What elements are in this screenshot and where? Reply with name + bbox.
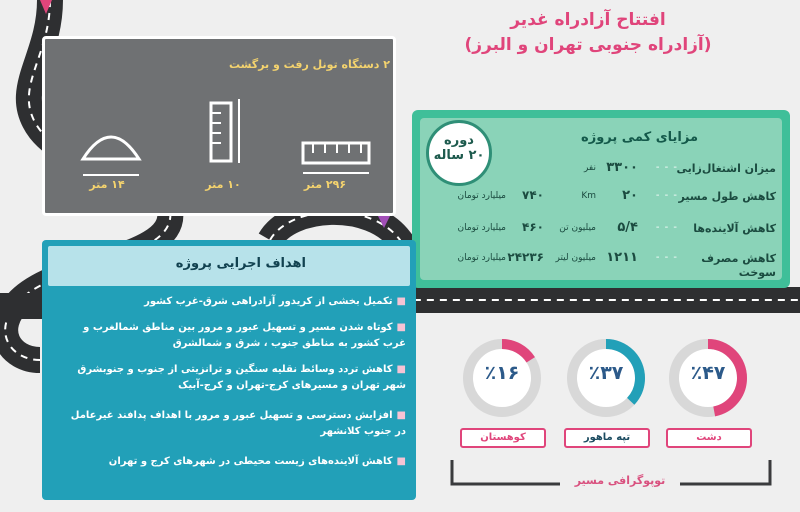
donut-chart bbox=[562, 334, 650, 422]
benefits-inner bbox=[420, 118, 782, 280]
topography-item bbox=[664, 334, 754, 443]
goal-item bbox=[66, 362, 406, 393]
benefit-cost-unit: میلیارد تومان bbox=[457, 223, 506, 233]
page-title bbox=[438, 8, 738, 57]
tunnel-title: ۲ دستگاه تونل رفت و برگشت bbox=[228, 58, 390, 71]
goal-text: کاهش آلاینده‌های زیست محیطی در شهرهای کرج و تهران bbox=[108, 456, 393, 467]
donut-percent-label: ٪۱۶ bbox=[484, 362, 520, 384]
bullet-icon: ■ bbox=[396, 456, 406, 467]
benefit-row bbox=[422, 218, 776, 246]
goals-header bbox=[48, 246, 410, 286]
benefit-unit: میلیون لیتر bbox=[555, 253, 596, 263]
benefit-cost-unit: میلیارد تومان bbox=[457, 191, 506, 201]
donut-percent-label: ٪۳۷ bbox=[588, 362, 624, 384]
benefit-unit: Km bbox=[581, 191, 596, 201]
goal-item bbox=[66, 320, 406, 351]
goal-item bbox=[66, 294, 406, 310]
topography-title: توپوگرافی مسیر bbox=[560, 474, 680, 487]
benefit-row bbox=[422, 186, 776, 214]
benefit-cost-value: ۴۶۰ bbox=[522, 220, 544, 234]
bullet-icon: ■ bbox=[396, 322, 406, 333]
benefit-value: ۱۲۱۱ bbox=[606, 250, 638, 265]
goal-text: افزایش دسترسی و تسهیل عبور و مرور با اهداف پدافند غیرعامل در جنوب کلانشهر bbox=[70, 410, 406, 437]
goal-text: کوتاه شدن مسیر و تسهیل عبور و مرور بین مناطق شمالغرب و غرب کشور به مناطق جنوب ، شرق و شمالشرق bbox=[83, 322, 406, 349]
title-line-1: افتتاح آزادراه غدیر bbox=[510, 10, 666, 30]
benefit-row bbox=[422, 248, 776, 282]
tunnel-width-label: ۱۴ متر bbox=[89, 178, 125, 191]
donut-percent-label: ٪۴۷ bbox=[690, 362, 726, 384]
topography-label: کوهستان bbox=[460, 428, 546, 448]
benefit-unit: میلیون تن bbox=[559, 223, 596, 233]
goal-text: تکمیل بخشی از کریدور آزادراهی شرق-غرب کشور bbox=[144, 296, 393, 307]
donut-chart bbox=[458, 334, 546, 422]
benefit-value: ۲۰ bbox=[622, 188, 638, 203]
benefit-value: ۵/۴ bbox=[617, 220, 638, 235]
dash-separator: - - - bbox=[655, 190, 678, 201]
tunnel-arch-icon bbox=[83, 137, 139, 159]
topography-item bbox=[562, 334, 652, 443]
goal-text: کاهش تردد وسائط نقلیه سنگین و ترانزیتی از جنوب و جنوبشرق شهر تهران و مسیرهای کرج-تهران و کرج-آبیک bbox=[77, 364, 406, 391]
benefit-label: میزان اشتغال‌زایی bbox=[676, 162, 776, 175]
bullet-icon: ■ bbox=[396, 410, 406, 421]
benefit-value: ۳۳۰۰ bbox=[606, 160, 638, 175]
goals-panel bbox=[42, 240, 416, 500]
benefits-title: مزایای کمی پروژه bbox=[581, 130, 698, 145]
tunnel-height-label: ۱۰ متر bbox=[205, 178, 241, 191]
benefit-cost-unit: میلیارد تومان bbox=[457, 253, 506, 263]
benefit-cost-value: ۲۴۲۳۶ bbox=[507, 250, 544, 264]
benefit-label: کاهش طول مسیر bbox=[678, 190, 776, 203]
goal-item bbox=[66, 454, 406, 470]
benefit-row bbox=[422, 158, 776, 186]
goal-item bbox=[66, 408, 406, 439]
goals-title: اهداف اجرایی پروژه bbox=[175, 256, 306, 271]
benefits-panel bbox=[412, 110, 790, 288]
benefit-unit: نفر bbox=[583, 163, 596, 173]
topography-label: تپه ماهور bbox=[564, 428, 650, 448]
dash-separator: - - - bbox=[655, 162, 678, 173]
bullet-icon: ■ bbox=[396, 364, 406, 375]
topography-item bbox=[458, 334, 548, 443]
benefit-label: کاهش مصرف سوخت bbox=[701, 252, 776, 279]
period-line-1: دوره bbox=[444, 133, 474, 148]
donut-chart bbox=[664, 334, 752, 422]
dash-separator: - - - bbox=[655, 252, 678, 263]
topography-label: دشت bbox=[666, 428, 752, 448]
tunnel-length-label: ۲۹۶ متر bbox=[303, 178, 347, 191]
dash-separator: - - - bbox=[655, 222, 678, 233]
benefit-cost-value: ۷۴۰ bbox=[522, 188, 544, 202]
bullet-icon: ■ bbox=[396, 296, 406, 307]
benefit-label: کاهش آلاینده‌ها bbox=[693, 222, 776, 235]
period-line-2: ۲۰ ساله bbox=[433, 148, 485, 163]
title-line-2: (آزادراه جنوبی تهران و البرز) bbox=[464, 34, 712, 55]
